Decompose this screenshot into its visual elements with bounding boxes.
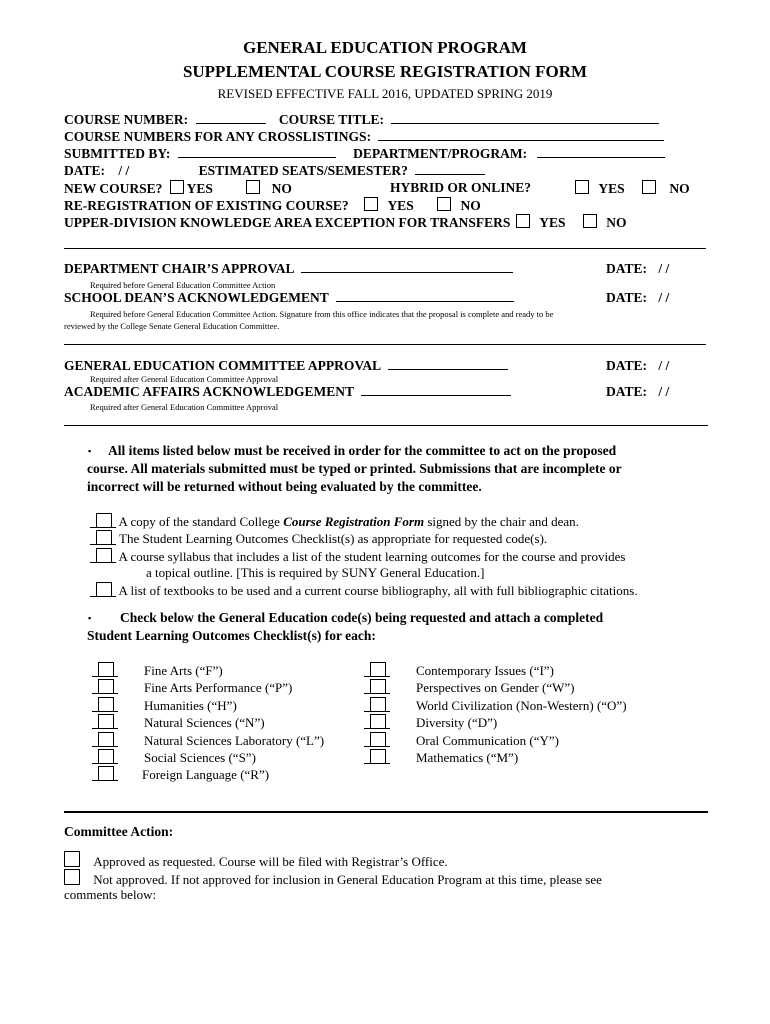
code-checkbox[interactable] bbox=[364, 732, 390, 747]
academic-affairs-label: ACADEMIC AFFAIRS ACKNOWLEDGEMENT bbox=[64, 384, 354, 399]
gen-ed-date-label: DATE: bbox=[606, 358, 648, 373]
requirement-checkbox[interactable] bbox=[90, 582, 116, 597]
gen-ed-approval-note: Required after General Education Committee Approval bbox=[90, 374, 279, 384]
academic-affairs-row bbox=[64, 384, 511, 400]
chair-date-label: DATE: bbox=[606, 261, 648, 276]
codes-instruction-line2: Student Learning Outcomes Checklist(s) for each: bbox=[87, 628, 376, 643]
reregistration-no-label: NO bbox=[460, 198, 481, 213]
course-number-row bbox=[64, 112, 659, 128]
submitted-by-field[interactable] bbox=[178, 146, 336, 158]
chair-date-field[interactable]: / / bbox=[658, 261, 670, 276]
reregistration-yes-checkbox[interactable] bbox=[364, 197, 378, 211]
committee-action-heading: Committee Action: bbox=[64, 824, 174, 839]
bullet-icon: ▪ bbox=[88, 613, 92, 623]
gen-ed-date-field[interactable]: / / bbox=[658, 358, 670, 373]
divider bbox=[64, 344, 706, 345]
code-item-fine-arts: Fine Arts (“F”) bbox=[92, 662, 324, 679]
course-number-label: COURSE NUMBER: bbox=[64, 112, 189, 127]
chair-signature-field[interactable] bbox=[301, 261, 513, 273]
code-checkbox[interactable] bbox=[92, 697, 118, 712]
requirement-item-continuation: a topical outline. [This is required by SUNY General Education.] bbox=[146, 565, 485, 580]
requirement-checkbox[interactable] bbox=[90, 513, 116, 528]
hybrid-yes-checkbox[interactable] bbox=[575, 180, 589, 194]
new-course-label: NEW COURSE? bbox=[64, 181, 163, 196]
codes-instruction-line1: Check below the General Education code(s) being requested and attach a completed bbox=[120, 610, 604, 625]
code-item-foreign-language: Foreign Language (“R”) bbox=[92, 766, 324, 783]
codes-right-column bbox=[364, 662, 627, 766]
codes-left-column bbox=[92, 662, 324, 784]
chair-date bbox=[606, 261, 669, 277]
code-item-natural-sciences-lab: Natural Sciences Laboratory (“L”) bbox=[92, 732, 324, 749]
hybrid-label: HYBRID OR ONLINE? bbox=[390, 180, 532, 195]
code-checkbox[interactable] bbox=[92, 679, 118, 694]
divider bbox=[64, 811, 708, 813]
code-checkbox[interactable] bbox=[92, 732, 118, 747]
chair-approval-note: Required before General Education Committee Action bbox=[90, 280, 276, 290]
hybrid-no-label: NO bbox=[669, 181, 690, 196]
submitted-by-label: SUBMITTED BY: bbox=[64, 146, 171, 161]
gen-ed-date bbox=[606, 358, 669, 374]
form-title-line1: GENERAL EDUCATION PROGRAM bbox=[243, 38, 527, 57]
hybrid-yes-label: YES bbox=[598, 181, 625, 196]
department-field[interactable] bbox=[537, 146, 665, 158]
code-item-mathematics: Mathematics (“M”) bbox=[364, 749, 627, 766]
crosslistings-field[interactable] bbox=[378, 129, 664, 141]
requirement-item: The Student Learning Outcomes Checklist(s) as appropriate for requested code(s). bbox=[90, 530, 547, 547]
divider bbox=[64, 425, 708, 426]
requirement-checkbox[interactable] bbox=[90, 530, 116, 545]
dean-ack-note-line2: reviewed by the College Senate General Education Committee. bbox=[64, 321, 280, 331]
code-checkbox[interactable] bbox=[92, 749, 118, 764]
code-checkbox[interactable] bbox=[92, 662, 118, 677]
course-registration-form-title: Course Registration Form bbox=[283, 514, 425, 529]
code-checkbox[interactable] bbox=[364, 697, 390, 712]
date-row bbox=[64, 163, 485, 179]
new-course-no-label: NO bbox=[271, 181, 292, 196]
dean-date-label: DATE: bbox=[606, 290, 648, 305]
code-item-contemporary-issues: Contemporary Issues (“I”) bbox=[364, 662, 627, 679]
code-item-social-sciences: Social Sciences (“S”) bbox=[92, 749, 324, 766]
code-item-perspectives-on-gender: Perspectives on Gender (“W”) bbox=[364, 679, 627, 696]
approved-label: Approved as requested. Course will be filed with Registrar’s Office. bbox=[93, 854, 448, 869]
dean-ack-label: SCHOOL DEAN’S ACKNOWLEDGEMENT bbox=[64, 290, 329, 305]
upper-division-no-checkbox[interactable] bbox=[583, 214, 597, 228]
reregistration-row bbox=[64, 197, 481, 214]
code-checkbox[interactable] bbox=[364, 662, 390, 677]
upper-division-yes-checkbox[interactable] bbox=[516, 214, 530, 228]
revision-note: REVISED EFFECTIVE FALL 2016, UPDATED SPRING 2019 bbox=[217, 86, 553, 101]
requirements-text-line1: All items listed below must be received in order for the committee to act on the proposed bbox=[108, 443, 617, 458]
academic-affairs-signature-field[interactable] bbox=[361, 384, 511, 396]
submitted-by-row bbox=[64, 146, 665, 162]
course-number-field[interactable] bbox=[196, 112, 266, 124]
code-item-natural-sciences: Natural Sciences (“N”) bbox=[92, 714, 324, 731]
code-checkbox[interactable] bbox=[364, 679, 390, 694]
gen-ed-approval-row bbox=[64, 358, 508, 374]
form-title-line2: SUPPLEMENTAL COURSE REGISTRATION FORM bbox=[182, 62, 588, 81]
requirement-item: A course syllabus that includes a list of the student learning outcomes for the course and provides bbox=[90, 548, 625, 565]
approved-option bbox=[64, 851, 448, 870]
not-approved-label: Not approved. If not approved for inclusion in General Education Program at this time, please see bbox=[93, 872, 602, 887]
code-item-humanities: Humanities (“H”) bbox=[92, 697, 324, 714]
code-item-fine-arts-performance: Fine Arts Performance (“P”) bbox=[92, 679, 324, 696]
academic-affairs-date-field[interactable]: / / bbox=[658, 384, 670, 399]
code-item-diversity: Diversity (“D”) bbox=[364, 714, 627, 731]
code-checkbox[interactable] bbox=[364, 714, 390, 729]
chair-approval-row bbox=[64, 261, 513, 277]
requirement-checkbox[interactable] bbox=[90, 548, 116, 563]
code-item-oral-communication: Oral Communication (“Y”) bbox=[364, 732, 627, 749]
gen-ed-signature-field[interactable] bbox=[388, 358, 508, 370]
code-item-world-civilization: World Civilization (Non-Western) (“O”) bbox=[364, 697, 627, 714]
bullet-icon: ▪ bbox=[88, 446, 92, 456]
approved-checkbox[interactable] bbox=[64, 851, 80, 867]
course-title-label: COURSE TITLE: bbox=[278, 112, 385, 127]
academic-affairs-date-label: DATE: bbox=[606, 384, 648, 399]
upper-division-label: UPPER-DIVISION KNOWLEDGE AREA EXCEPTION FOR TRANSFERS bbox=[64, 215, 511, 230]
upper-division-no-label: NO bbox=[606, 215, 627, 230]
not-approved-option bbox=[64, 869, 602, 888]
crosslistings-label: COURSE NUMBERS FOR ANY CROSSLISTINGS: bbox=[64, 129, 372, 144]
new-course-yes-label: YES bbox=[186, 181, 213, 196]
dean-date bbox=[606, 290, 669, 306]
academic-affairs-date bbox=[606, 384, 669, 400]
dean-ack-row bbox=[64, 290, 514, 306]
department-label: DEPARTMENT/PROGRAM: bbox=[353, 146, 528, 161]
course-title-field[interactable] bbox=[391, 112, 659, 124]
new-course-row bbox=[64, 180, 704, 198]
not-approved-label-continuation: comments below: bbox=[64, 887, 157, 902]
hybrid-no-checkbox[interactable] bbox=[642, 180, 656, 194]
date-field[interactable]: / / bbox=[118, 163, 130, 178]
requirement-item: A list of textbooks to be used and a current course bibliography, all with full bibliographic citations. bbox=[90, 582, 638, 599]
requirement-item: A copy of the standard College Course Registration Form signed by the chair and dean. bbox=[90, 513, 579, 530]
requirements-text-line3: incorrect will be returned without being evaluated by the committee. bbox=[87, 479, 482, 494]
reregistration-yes-label: YES bbox=[387, 198, 414, 213]
new-course-yes-checkbox[interactable] bbox=[170, 180, 184, 194]
academic-affairs-note: Required after General Education Committee Approval bbox=[90, 402, 279, 412]
code-checkbox[interactable] bbox=[364, 749, 390, 764]
upper-division-yes-label: YES bbox=[539, 215, 566, 230]
chair-approval-label: DEPARTMENT CHAIR’S APPROVAL bbox=[64, 261, 294, 276]
requirements-text-line2: course. All materials submitted must be typed or printed. Submissions that are incomplete or bbox=[87, 461, 622, 476]
divider bbox=[64, 248, 706, 249]
crosslistings-row bbox=[64, 129, 664, 145]
code-checkbox[interactable] bbox=[92, 714, 118, 729]
not-approved-checkbox[interactable] bbox=[64, 869, 80, 885]
reregistration-label: RE-REGISTRATION OF EXISTING COURSE? bbox=[64, 198, 349, 213]
dean-ack-note-line1: Required before General Education Committee Action. Signature from this office indicates that the proposal is complete and ready to be bbox=[90, 309, 554, 319]
code-checkbox[interactable] bbox=[92, 766, 118, 781]
upper-division-row bbox=[64, 214, 626, 231]
estimated-seats-field[interactable] bbox=[415, 163, 485, 175]
dean-signature-field[interactable] bbox=[336, 290, 514, 302]
reregistration-no-checkbox[interactable] bbox=[437, 197, 451, 211]
estimated-seats-label: ESTIMATED SEATS/SEMESTER? bbox=[198, 163, 408, 178]
dean-date-field[interactable]: / / bbox=[658, 290, 670, 305]
gen-ed-approval-label: GENERAL EDUCATION COMMITTEE APPROVAL bbox=[64, 358, 381, 373]
date-label: DATE: bbox=[64, 163, 106, 178]
new-course-no-checkbox[interactable] bbox=[246, 180, 260, 194]
